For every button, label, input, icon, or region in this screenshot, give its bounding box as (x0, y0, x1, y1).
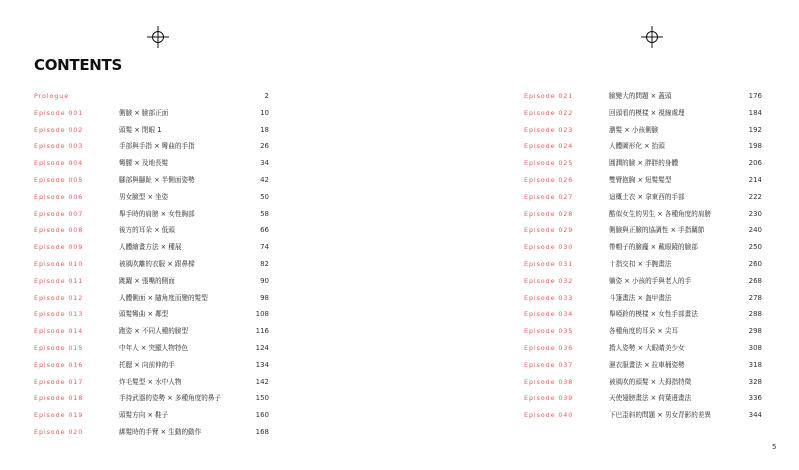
toc-entry[interactable] (34, 105, 269, 122)
entry-title: 濕衣服畫法 × 拉車桶姿勢 (609, 360, 685, 369)
toc-entry[interactable] (524, 189, 762, 206)
entry-title: 斗篷畫法 × 盔甲畫法 (609, 293, 672, 302)
entry-page-number: 98 (260, 293, 269, 302)
entry-page-number: 318 (748, 360, 762, 369)
toc-entry[interactable] (524, 390, 762, 407)
toc-entry[interactable] (524, 273, 762, 290)
entry-title: 男女臉型 × 坐姿 (119, 192, 169, 201)
toc-entry[interactable] (524, 206, 762, 223)
episode-label: Episode 028 (524, 209, 574, 218)
episode-label: Episode 008 (34, 226, 84, 235)
toc-entry[interactable] (34, 323, 269, 340)
toc-entry[interactable] (524, 340, 762, 357)
entry-title: 側臉與正臉的協調性 × 手指關節 (609, 226, 705, 235)
episode-label: Episode 035 (524, 327, 574, 336)
episode-label: Episode 029 (524, 226, 574, 235)
episode-label: Episode 018 (34, 394, 84, 403)
toc-entry[interactable] (524, 88, 762, 105)
episode-label: Episode 036 (524, 343, 574, 352)
entry-title: 頭髮 × 閉眼 1 (119, 125, 162, 134)
episode-label: Episode 034 (524, 310, 574, 319)
toc-entry[interactable] (34, 206, 269, 223)
toc-entry[interactable] (524, 323, 762, 340)
episode-label: Episode 017 (34, 377, 84, 386)
entry-page-number: 192 (748, 125, 762, 134)
entry-title: 被風吹的頭髮 × 大拇指特徵 (609, 377, 692, 386)
episode-label: Episode 009 (34, 243, 84, 252)
episode-label: Episode 037 (524, 360, 574, 369)
crop-mark-left (147, 26, 169, 48)
entry-page-number: 344 (748, 411, 762, 420)
episode-label: Episode 030 (524, 243, 574, 252)
entry-title: 瀏髮 × 小孩側臉 (609, 125, 659, 134)
entry-title: 人體圖形化 × 抬頭 (609, 142, 665, 151)
episode-label: Episode 020 (34, 427, 84, 436)
toc-entry[interactable] (34, 189, 269, 206)
toc-right-column (524, 88, 762, 424)
entry-page-number: 134 (255, 360, 269, 369)
crop-mark-right (641, 26, 663, 48)
entry-title: 各種角度的耳朵 × 尖耳 (609, 327, 679, 336)
entry-title: 頭髮方向 × 鞋子 (119, 411, 169, 420)
episode-label: Episode 005 (34, 175, 84, 184)
entry-page-number: 116 (255, 327, 269, 336)
entry-page-number: 206 (748, 159, 762, 168)
entry-title: 躺姿 × 小孩的手與老人的手 (609, 276, 692, 285)
toc-entry[interactable] (34, 390, 269, 407)
entry-page-number: 18 (260, 125, 269, 134)
episode-label: Episode 012 (34, 293, 84, 302)
entry-page-number: 10 (260, 108, 269, 117)
toc-entry[interactable] (524, 222, 762, 239)
episode-label: Episode 003 (34, 142, 84, 151)
entry-title: 雙臂抱胸 × 短髮髮型 (609, 175, 672, 184)
toc-entry[interactable] (524, 407, 762, 424)
episode-label: Episode 023 (524, 125, 574, 134)
toc-entry[interactable] (34, 357, 269, 374)
entry-page-number: 230 (748, 209, 762, 218)
toc-entry[interactable] (524, 374, 762, 391)
toc-left-column (34, 88, 269, 441)
toc-entry[interactable] (524, 256, 762, 273)
toc-entry[interactable] (34, 256, 269, 273)
episode-label: Episode 014 (34, 327, 84, 336)
toc-entry[interactable] (524, 155, 762, 172)
entry-page-number: 268 (748, 276, 762, 285)
toc-entry[interactable] (524, 138, 762, 155)
entry-page-number: 108 (255, 310, 269, 319)
entry-page-number: 2 (264, 92, 269, 100)
entry-title: 被風吹離的衣服 × 跟鼻樑 (119, 259, 195, 268)
entry-title: 帶帽子的臉龐 × 戴眼鏡的臉部 (609, 243, 698, 252)
episode-label: Episode 033 (524, 293, 574, 302)
entry-page-number: 278 (748, 293, 762, 302)
entry-page-number: 328 (748, 377, 762, 386)
entry-title: 手持武器的姿勢 × 多種角度的鼻子 (119, 394, 222, 403)
episode-label: Episode 026 (524, 175, 574, 184)
toc-entry[interactable] (524, 122, 762, 139)
episode-label: Episode 019 (34, 411, 84, 420)
entry-page-number: 250 (748, 243, 762, 252)
entry-title: 舉手時的肩膀 × 女性胸部 (119, 209, 195, 218)
toc-entry[interactable] (34, 122, 269, 139)
episode-label: Episode 027 (524, 192, 574, 201)
entry-title: 後方的耳朵 × 低頭 (119, 226, 175, 235)
episode-label: Episode 038 (524, 377, 574, 386)
episode-label: Episode 016 (34, 360, 84, 369)
entry-page-number: 176 (748, 92, 762, 100)
toc-entry[interactable] (524, 239, 762, 256)
entry-page-number: 66 (260, 226, 269, 235)
toc-entry[interactable] (34, 222, 269, 239)
toc-entry[interactable] (34, 290, 269, 307)
episode-label: Episode 040 (524, 411, 574, 420)
toc-entry[interactable] (34, 374, 269, 391)
episode-label: Episode 004 (34, 159, 84, 168)
toc-entry[interactable] (34, 407, 269, 424)
entry-title: 托腮 × 向前伸的手 (119, 360, 175, 369)
entry-title: 彎腰 × 及地長髮 (119, 159, 169, 168)
toc-entry[interactable] (524, 172, 762, 189)
entry-title: 人體側面 × 隨角度而變的髮型 (119, 293, 208, 302)
toc-entry[interactable] (34, 88, 269, 105)
toc-entry[interactable] (34, 306, 269, 323)
entry-page-number: 298 (748, 327, 762, 336)
entry-page-number: 74 (260, 243, 269, 252)
episode-label: Episode 013 (34, 310, 84, 319)
entry-page-number: 82 (260, 259, 269, 268)
entry-page-number: 214 (748, 175, 762, 184)
episode-label: Episode 022 (524, 108, 574, 117)
entry-title: 中年人 × 突顯人物特色 (119, 343, 189, 352)
entry-page-number: 34 (260, 159, 269, 168)
toc-entry[interactable] (524, 290, 762, 307)
entry-title: 側臉 × 臉部正面 (119, 108, 169, 117)
toc-entry[interactable] (34, 424, 269, 441)
episode-label: Episode 024 (524, 142, 574, 151)
entry-page-number: 240 (748, 226, 762, 235)
episode-label: Episode 025 (524, 159, 574, 168)
episode-label: Episode 007 (34, 209, 84, 218)
entry-page-number: 288 (748, 310, 762, 319)
toc-entry[interactable] (34, 138, 269, 155)
toc-entry[interactable] (524, 306, 762, 323)
entry-page-number: 26 (260, 142, 269, 151)
entry-page-number: 58 (260, 209, 269, 218)
toc-entry[interactable] (524, 357, 762, 374)
entry-page-number: 90 (260, 276, 269, 285)
entry-title: 這概上衣 × 拿東西的手部 (609, 192, 685, 201)
toc-entry[interactable] (34, 340, 269, 357)
entry-title: 圓潤的臉 × 胖胖的身體 (609, 159, 679, 168)
entry-title: 炸毛髮型 × 水中人物 (119, 377, 182, 386)
entry-title: 揹人姿勢 × 大眼睛美少女 (609, 343, 685, 352)
entry-page-number: 222 (748, 192, 762, 201)
entry-title: 綁髮時的手臂 × 生動的動作 (119, 427, 202, 436)
episode-label: Episode 032 (524, 276, 574, 285)
entry-title: 天使翅膀畫法 × 荷葉邊畫法 (609, 394, 692, 403)
episode-label: Episode 021 (524, 92, 574, 100)
entry-page-number: 308 (748, 343, 762, 352)
episode-label: Episode 011 (34, 276, 84, 285)
page-number: 5 (772, 443, 777, 451)
entry-title: 手部與手指 × 彎曲的手指 (119, 142, 195, 151)
entry-title: 下巴歪斜的問題 × 男女背影的差異 (609, 411, 712, 420)
entry-title: 酷似女生的男生 × 各種角度的肩膀 (609, 209, 712, 218)
toc-entry[interactable] (34, 273, 269, 290)
page-title: CONTENTS (34, 56, 122, 74)
entry-title: 跑姿 × 不同人種的臉型 (119, 327, 189, 336)
episode-label: Episode 001 (34, 108, 84, 117)
entry-page-number: 184 (748, 108, 762, 117)
episode-label: Episode 010 (34, 259, 84, 268)
episode-label: Episode 006 (34, 192, 84, 201)
entry-page-number: 142 (255, 377, 269, 386)
entry-page-number: 42 (260, 175, 269, 184)
toc-entry[interactable] (34, 172, 269, 189)
episode-label: Episode 015 (34, 343, 84, 352)
entry-page-number: 50 (260, 192, 269, 201)
entry-page-number: 160 (255, 411, 269, 420)
entry-page-number: 168 (255, 427, 269, 436)
toc-entry[interactable] (34, 155, 269, 172)
entry-page-number: 260 (748, 259, 762, 268)
episode-label: Prologue (34, 92, 70, 100)
toc-entry[interactable] (524, 105, 762, 122)
entry-page-number: 336 (748, 394, 762, 403)
entry-title: 十指交扣 × 手腕畫法 (609, 259, 672, 268)
episode-label: Episode 039 (524, 394, 574, 403)
toc-entry[interactable] (34, 239, 269, 256)
entry-title: 人體繪畫方法 × 種展 (119, 243, 182, 252)
entry-title: 跳躍 × 張嘴的側面 (119, 276, 175, 285)
entry-title: 頭髮彎曲 × 鄰型 (119, 310, 169, 319)
entry-title: 腳部與腳趾 × 半側面姿勢 (119, 175, 195, 184)
episode-label: Episode 002 (34, 125, 84, 134)
episode-label: Episode 031 (524, 259, 574, 268)
entry-title: 舉啞鈴的模樣 × 女性手部畫法 (609, 310, 698, 319)
entry-title: 回頭看的模樣 × 視線處理 (609, 108, 685, 117)
entry-title: 臉變大的問題 × 蓋頭 (609, 92, 672, 100)
entry-page-number: 198 (748, 142, 762, 151)
entry-page-number: 124 (255, 343, 269, 352)
entry-page-number: 150 (255, 394, 269, 403)
